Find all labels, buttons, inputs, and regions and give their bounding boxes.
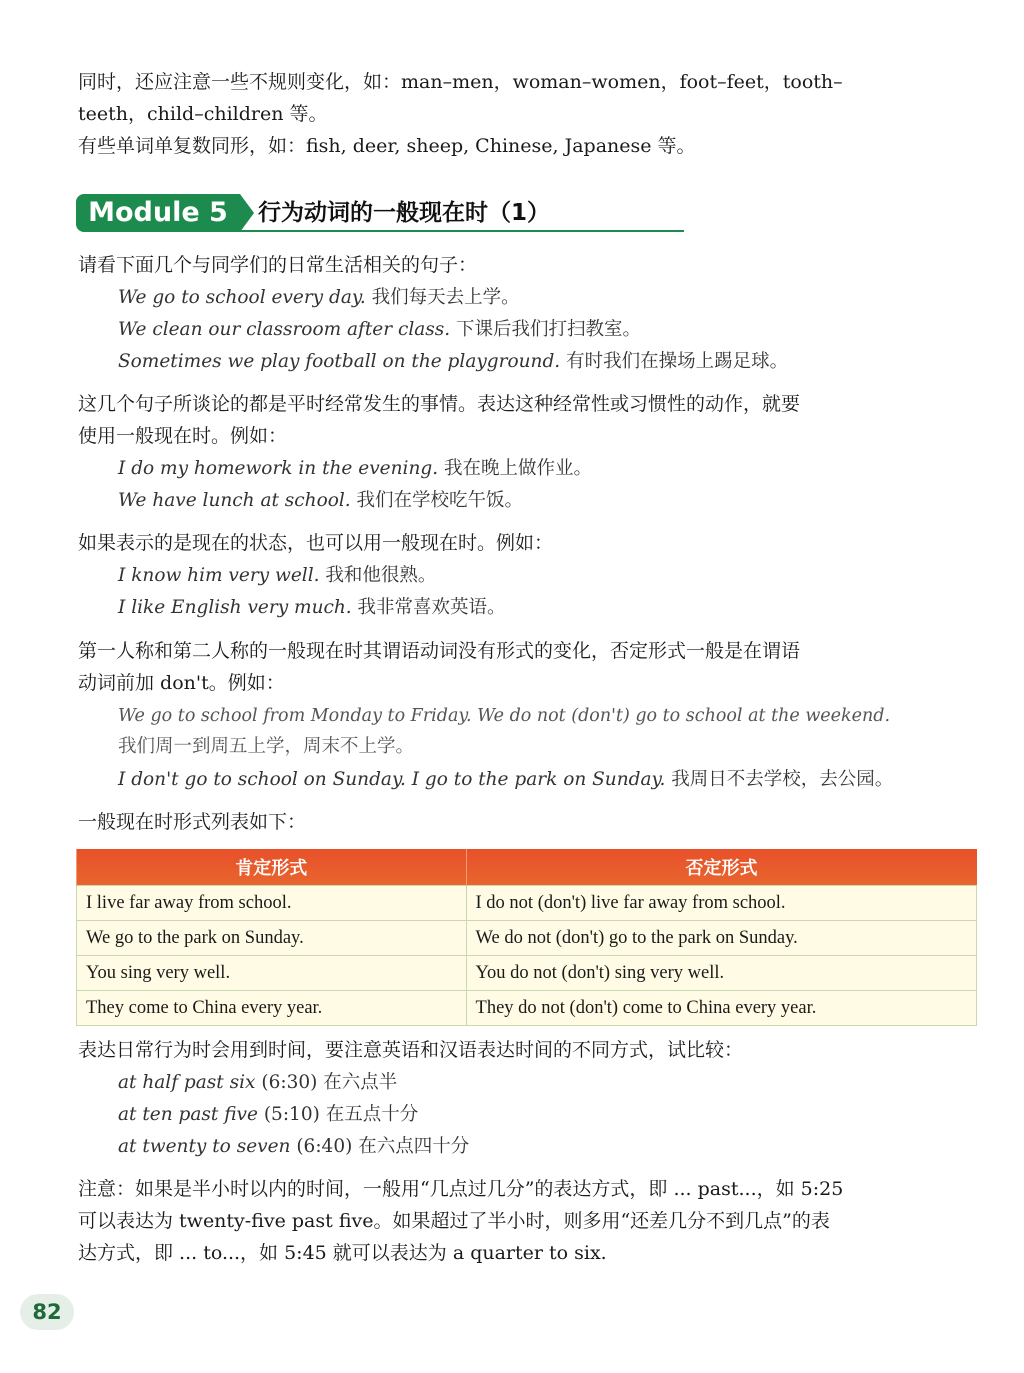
- cell-affirmative: We go to the park on Sunday.: [77, 921, 467, 956]
- example-sentence: [118, 593, 506, 623]
- table-lead: 一般现在时形式列表如下：: [78, 811, 307, 833]
- example-sentence: [118, 561, 436, 591]
- example-sentence: [118, 315, 641, 345]
- page-number: 82: [20, 1294, 74, 1330]
- example-en: I like English very much.: [118, 597, 352, 618]
- example-cn: 我非常喜欢英语。: [351, 597, 506, 618]
- cell-affirmative: They come to China every year.: [77, 991, 467, 1026]
- time-cn: 在六点半: [317, 1072, 398, 1093]
- example-en: We clean our classroom after class.: [118, 319, 451, 340]
- cell-affirmative: I live far away from school.: [77, 886, 467, 921]
- table-row: [77, 886, 977, 921]
- present-tense-table: [76, 849, 977, 1026]
- section4-line-1: 第一人称和第二人称的一般现在时其谓语动词没有形式的变化，否定形式一般是在谓语: [78, 640, 801, 662]
- example-en: Sometimes we play football on the playground.: [118, 351, 561, 372]
- intro-line-2: teeth，child–children 等。: [78, 103, 328, 125]
- cell-negative: I do not (don't) live far away from school.: [466, 886, 976, 921]
- section5-lead: 表达日常行为时会用到时间，要注意英语和汉语表达时间的不同方式，试比较：: [78, 1039, 744, 1061]
- time-cn: 在五点十分: [319, 1104, 419, 1125]
- time-digits: (5:10): [257, 1104, 320, 1125]
- note-line-3: 达方式，即 ... to...，如 5:45 就可以表达为 a quarter to six.: [78, 1242, 607, 1264]
- section2-line-1: 这几个句子所谈论的都是平时经常发生的事情。表达这种经常性或习惯性的动作，就要: [78, 393, 801, 415]
- example-sentence: [118, 347, 788, 377]
- example-en: We go to school every day.: [118, 287, 366, 308]
- example-cn: 下课后我们打扫教室。: [450, 319, 642, 340]
- example-cn: 我在晚上做作业。: [438, 458, 592, 479]
- intro-line-3: 有些单词单复数同形，如：fish, deer, sheep, Chinese, Japanese 等。: [78, 135, 696, 157]
- intro-line-1: 同时，还应注意一些不规则变化，如：man–men，woman–women，foot–feet，tooth–: [78, 71, 843, 93]
- example-sentence: [118, 283, 520, 313]
- example-cn: 我和他很熟。: [319, 565, 437, 586]
- example-sentence: We go to school from Monday to Friday. We do not (don't) go to school at the weekend.: [118, 706, 891, 726]
- time-example: [118, 1068, 397, 1098]
- time-digits: (6:40): [290, 1136, 353, 1157]
- cell-negative: You do not (don't) sing very well.: [466, 956, 976, 991]
- header-negative: 否定形式: [466, 849, 976, 886]
- table-row: [77, 921, 977, 956]
- time-en: at twenty to seven: [118, 1136, 291, 1157]
- header-affirmative: 肯定形式: [77, 849, 467, 886]
- time-example: [118, 1132, 469, 1162]
- table-header-row: [77, 849, 977, 886]
- time-en: at ten past five: [118, 1104, 258, 1125]
- example-cn: 我们每天去上学。: [365, 287, 520, 308]
- example-cn: 我们在学校吃午饭。: [350, 490, 524, 511]
- section3-lead: 如果表示的是现在的状态，也可以用一般现在时。例如：: [78, 532, 554, 554]
- cell-negative: They do not (don't) come to China every year.: [466, 991, 976, 1026]
- section4-line-2: 动词前加 don't。例如：: [78, 672, 285, 694]
- example-sentence: [118, 454, 592, 484]
- module-underline: [240, 230, 684, 232]
- example-cn: 我们周一到周五上学，周末不上学。: [118, 736, 415, 757]
- note-line-1: 注意：如果是半小时以内的时间，一般用“几点过几分”的表达方式，即 ... past...，如 5:25: [78, 1178, 844, 1200]
- example-cn: 有时我们在操场上踢足球。: [560, 351, 789, 372]
- section2-line-2: 使用一般现在时。例如：: [78, 425, 288, 447]
- note-line-2: 可以表达为 twenty-five past five。如果超过了半小时，则多用“还差几分不到几点”的表: [78, 1210, 830, 1232]
- example-en: I don't go to school on Sunday. I go to the park on Sunday.: [118, 769, 666, 790]
- time-digits: (6:30): [255, 1072, 318, 1093]
- section1-lead: 请看下面几个与同学们的日常生活相关的句子：: [78, 254, 478, 276]
- time-example: [118, 1100, 418, 1130]
- table-row: [77, 991, 977, 1026]
- cell-negative: We do not (don't) go to the park on Sunday.: [466, 921, 976, 956]
- module-tag: Module 5: [76, 194, 240, 232]
- example-en: I do my homework in the evening.: [118, 458, 439, 479]
- time-cn: 在六点四十分: [352, 1136, 470, 1157]
- example-cn: 我周日不去学校，去公园。: [665, 769, 894, 790]
- cell-affirmative: You sing very well.: [77, 956, 467, 991]
- module-heading: [76, 194, 684, 234]
- example-sentence: [118, 486, 523, 516]
- time-en: at half past six: [118, 1072, 256, 1093]
- example-en: We have lunch at school.: [118, 490, 351, 511]
- table-row: [77, 956, 977, 991]
- example-en: I know him very well.: [118, 565, 320, 586]
- example-sentence: [118, 765, 893, 795]
- module-title: 行为动词的一般现在时（1）: [258, 200, 551, 226]
